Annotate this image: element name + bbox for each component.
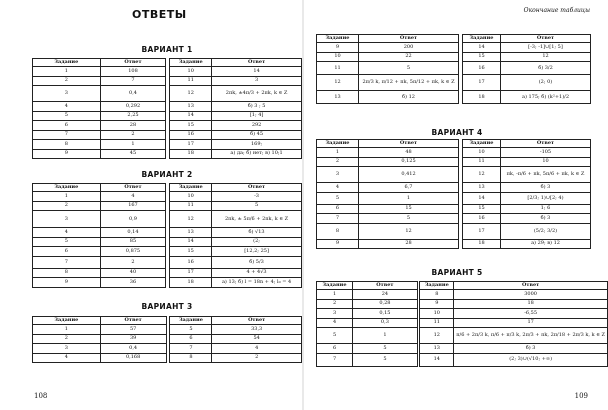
answer-cell: 0,125 [359,157,459,167]
task-number-cell: 12 [463,167,501,183]
task-number-cell: 14 [170,237,212,247]
answer-cell: (5/2; 3/2) [501,223,591,239]
table-row [317,62,591,75]
answer-cell: 4 + 4√3 [212,268,302,278]
task-number-cell: 2 [33,201,101,211]
answer-header: Ответ [353,282,418,290]
task-number-cell: 7 [33,130,101,140]
answer-cell: б) 45 [212,130,302,140]
table-row [33,149,302,159]
task-number-cell: 7 [170,344,212,354]
task-number-cell: 17 [463,223,501,239]
answer-cell: 10 [501,157,591,167]
answer-cell: 39 [100,334,166,344]
task-header: Задание [317,35,359,43]
table-row [33,121,302,131]
table-row [33,192,302,202]
answer-cell: а) 29; в) 12 [501,239,591,249]
task-number-cell: 13 [170,102,212,112]
answer-cell: 12 [501,52,591,62]
task-header: Задание [170,184,212,192]
task-number-cell: 12 [170,86,212,102]
answer-cell: 108 [100,67,166,77]
answer-cell: б) 12 [359,91,459,104]
task-header: Задание [33,59,101,67]
answer-cell: 2πk, ±4π/3 + 2πk, k ∈ Z [212,86,302,102]
table-row [33,325,302,335]
task-number-cell: 7 [33,256,101,268]
task-number-cell: 18 [170,278,212,288]
task-number-cell: 8 [33,140,101,150]
task-header: Задание [463,35,501,43]
answer-header: Ответ [100,317,166,325]
task-number-cell: 2 [317,157,359,167]
page-number-right: 109 [574,392,588,400]
answer-cell: 2,25 [100,111,166,121]
answer-cell: 2 [100,130,166,140]
answer-cell: а) да; б) нет; в) 10;1 [212,149,302,159]
task-number-cell: 3 [33,86,101,102]
answer-cell: 4 [100,192,166,202]
task-number-cell: 1 [317,290,353,300]
task-number-cell: 4 [317,183,359,193]
task-header: Задание [317,282,353,290]
variant-1-heading: ВАРИАНТ 1 [141,45,193,54]
task-number-cell: 3 [33,344,101,354]
task-number-cell: 12 [420,328,454,344]
answer-cell: 14 [212,67,302,77]
table-header-row [33,184,302,192]
task-number-cell: 5 [170,325,212,335]
table-row [317,167,591,183]
answer-cell: 0,412 [359,167,459,183]
task-number-cell: 6 [33,121,101,131]
task-number-cell: 9 [420,299,454,309]
table-row [33,86,302,102]
variant-3-heading: ВАРИАНТ 3 [141,302,193,311]
task-number-cell: 1 [317,148,359,158]
answer-cell: 167 [100,201,166,211]
answer-cell: (2; 3)∪(√10; +∞) [454,353,608,366]
continuation-table [316,34,591,104]
task-number-cell: 10 [463,148,501,158]
task-number-cell: 10 [317,52,359,62]
task-number-cell: 14 [463,192,501,204]
task-number-cell: 16 [170,130,212,140]
table-row [33,268,302,278]
task-number-cell: 10 [170,192,212,202]
task-number-cell: 12 [170,211,212,228]
table-row [33,201,302,211]
answer-cell: 5 [353,353,418,366]
answer-cell: 24 [353,290,418,300]
answer-cell: 36 [100,278,166,288]
answer-cell: 0,14 [100,228,166,238]
answer-cell: 3000 [454,290,608,300]
answer-header: Ответ [501,35,591,43]
variant-3-table [32,316,302,363]
task-number-cell: 13 [420,344,454,354]
answer-cell: 28 [359,239,459,249]
table-continuation-label: Окончание таблицы [523,7,590,14]
answer-cell: 48 [359,148,459,158]
table-row [317,328,608,344]
answer-header: Ответ [212,59,302,67]
answer-cell: 200 [359,43,459,53]
table-row [317,75,591,91]
task-number-cell: 12 [317,75,359,91]
task-number-cell: 16 [463,214,501,224]
answer-cell: 292 [212,121,302,131]
task-number-cell: 1 [33,325,101,335]
answer-cell: π/6 + 2π/3 k, π/6 + π/3 k, 2π/3 + πk, 2π/18 + 2π/3 k, k ∈ Z [454,328,608,344]
table-row [317,52,591,62]
task-number-cell: 11 [170,76,212,86]
answer-cell: 85 [100,237,166,247]
task-number-cell: 11 [463,157,501,167]
table-row [317,183,591,193]
answer-cell: а) 175; б) (k²+1)/2 [501,91,591,104]
table-header-row [317,282,608,290]
task-header: Задание [33,184,101,192]
task-number-cell: 8 [170,353,212,363]
task-header: Задание [170,317,212,325]
task-number-cell: 15 [463,52,501,62]
task-number-cell: 18 [463,91,501,104]
task-number-cell: 8 [33,268,101,278]
answer-header: Ответ [359,140,459,148]
answer-cell: 18 [454,299,608,309]
task-number-cell: 18 [170,149,212,159]
table-header-row [33,59,302,67]
answer-cell: 17 [454,318,608,328]
task-number-cell: 3 [33,211,101,228]
task-header: Задание [170,59,212,67]
table-row [317,309,608,319]
answer-header: Ответ [501,140,591,148]
task-number-cell: 13 [317,91,359,104]
answer-cell: 2πk, ± 5π/6 + 2πk, k ∈ Z [212,211,302,228]
answer-header: Ответ [212,184,302,192]
task-number-cell: 4 [33,102,101,112]
task-number-cell: 2 [317,299,353,309]
answer-cell: 0,4 [100,344,166,354]
task-header: Задание [33,317,101,325]
answer-cell: 3 [212,76,302,86]
table-row [33,111,302,121]
task-number-cell: 5 [33,111,101,121]
answer-cell: 5 [359,214,459,224]
answer-header: Ответ [212,317,302,325]
answer-cell: 2π/3 k, π/12 + πk, 5π/12 + πk, k ∈ Z [359,75,459,91]
table-row [33,353,302,363]
answer-cell: 0,875 [100,247,166,257]
task-number-cell: 7 [317,214,359,224]
task-header: Задание [317,140,359,148]
answer-cell: 5 [359,62,459,75]
answer-cell: а) 13; б) l = 18n + 4; l₀ = 4 [212,278,302,288]
task-number-cell: 14 [170,111,212,121]
table-row [33,130,302,140]
table-row [33,278,302,288]
table-row [33,76,302,86]
answer-cell: 15 [359,204,459,214]
answer-cell: 54 [212,334,302,344]
answer-cell: 45 [100,149,166,159]
task-number-cell: 4 [33,228,101,238]
answer-cell: 12 [359,223,459,239]
answer-cell: 40 [100,268,166,278]
table-row [33,140,302,150]
answer-cell: 22 [359,52,459,62]
right-page [304,0,608,410]
task-number-cell: 16 [170,256,212,268]
table-row [33,102,302,112]
answer-cell: (2; 0) [501,75,591,91]
answer-cell: 0,9 [100,211,166,228]
table-row [317,299,608,309]
table-row [317,223,591,239]
task-number-cell: 9 [317,43,359,53]
answer-cell: (2; [212,237,302,247]
task-number-cell: 6 [33,247,101,257]
task-number-cell: 7 [317,353,353,366]
answer-cell: 1 [359,192,459,204]
answer-header: Ответ [359,35,459,43]
answer-cell: 7 [100,76,166,86]
answer-cell: 57 [100,325,166,335]
answer-header: Ответ [100,59,166,67]
answer-cell: б) 3 [501,214,591,224]
task-number-cell: 13 [463,183,501,193]
answer-cell: 33,3 [212,325,302,335]
task-number-cell: 10 [420,309,454,319]
table-row [317,43,591,53]
answer-cell: б) 3 [501,183,591,193]
task-number-cell: 3 [317,309,353,319]
task-number-cell: 17 [170,268,212,278]
answer-cell: 169; [212,140,302,150]
task-number-cell: 18 [463,239,501,249]
answer-cell: 1; 6 [501,204,591,214]
task-number-cell: 6 [317,344,353,354]
answer-cell: б) 3 [454,344,608,354]
answer-cell: 0,292 [100,102,166,112]
table-row [33,334,302,344]
table-row [317,204,591,214]
task-number-cell: 2 [33,334,101,344]
table-row [33,67,302,77]
answer-cell: 4 [212,344,302,354]
task-header: Задание [463,140,501,148]
table-header-row [317,35,591,43]
table-row [33,237,302,247]
task-number-cell: 11 [317,62,359,75]
table-row [317,91,591,104]
answer-header: Ответ [454,282,608,290]
answer-cell: 2 [100,256,166,268]
task-number-cell: 10 [170,67,212,77]
task-number-cell: 13 [170,228,212,238]
task-number-cell: 16 [463,62,501,75]
table-row [317,344,608,354]
answer-cell: 0,168 [100,353,166,363]
answer-cell: 1 [353,328,418,344]
answer-cell: -105 [501,148,591,158]
task-number-cell: 8 [317,223,359,239]
variant-4-table [316,139,591,249]
variant-5-heading: ВАРИАНТ 5 [431,268,483,277]
answer-cell: 0,3 [353,318,418,328]
table-row [317,239,591,249]
answer-cell: 0,15 [353,309,418,319]
task-number-cell: 15 [170,121,212,131]
task-number-cell: 6 [170,334,212,344]
answer-cell: [-3; -1]∪[1; 5] [501,43,591,53]
table-row [33,228,302,238]
table-row [33,344,302,354]
task-number-cell: 9 [317,239,359,249]
table-row [33,247,302,257]
answer-cell: -3 [212,192,302,202]
answer-cell: [1; 4] [212,111,302,121]
variant-5-table [316,281,608,367]
task-number-cell: 5 [33,237,101,247]
answers-title: ОТВЕТЫ [132,8,187,21]
table-row [317,318,608,328]
table-row [33,211,302,228]
answer-cell: [2/3; 1)∪[2; 4) [501,192,591,204]
answer-cell: 0,4 [100,86,166,102]
task-number-cell: 14 [463,43,501,53]
task-number-cell: 9 [33,278,101,288]
task-number-cell: 2 [33,76,101,86]
answer-cell: πk, -π/6 + πk, 5π/6 + πk, k ∈ Z [501,167,591,183]
answer-cell: б) 3 ; 5 [212,102,302,112]
answer-cell: 28 [100,121,166,131]
table-row [317,214,591,224]
variant-2-heading: ВАРИАНТ 2 [141,170,193,179]
task-number-cell: 15 [170,247,212,257]
answer-cell: 2 [212,353,302,363]
table-header-row [317,140,591,148]
page-number-left: 108 [34,392,48,400]
task-number-cell: 6 [317,204,359,214]
task-number-cell: 11 [170,201,212,211]
variant-1-table [32,58,302,159]
answer-cell: [12,2; 25] [212,247,302,257]
task-number-cell: 11 [420,318,454,328]
answer-header: Ответ [100,184,166,192]
task-number-cell: 5 [317,192,359,204]
task-number-cell: 17 [463,75,501,91]
task-number-cell: 17 [170,140,212,150]
table-row [317,192,591,204]
task-number-cell: 3 [317,167,359,183]
table-row [317,148,591,158]
task-number-cell: 4 [317,318,353,328]
task-number-cell: 1 [33,67,101,77]
task-header: Задание [420,282,454,290]
table-row [33,256,302,268]
task-number-cell: 9 [33,149,101,159]
variant-4-heading: ВАРИАНТ 4 [431,128,483,137]
answer-cell: б) √13 [212,228,302,238]
variant-2-table [32,183,302,288]
table-row [317,290,608,300]
table-header-row [33,317,302,325]
answer-cell: 1 [100,140,166,150]
task-number-cell: 4 [33,353,101,363]
table-row [317,353,608,366]
task-number-cell: 1 [33,192,101,202]
answer-cell: б) 3/2 [501,62,591,75]
left-page [0,0,302,410]
table-row [317,157,591,167]
answer-cell: -6,55 [454,309,608,319]
answer-cell: 0,28 [353,299,418,309]
answer-cell: б) 5/3 [212,256,302,268]
answer-cell: 5 [212,201,302,211]
answer-cell: 5 [353,344,418,354]
task-number-cell: 14 [420,353,454,366]
task-number-cell: 15 [463,204,501,214]
answer-cell: 6,7 [359,183,459,193]
task-number-cell: 8 [420,290,454,300]
task-number-cell: 5 [317,328,353,344]
